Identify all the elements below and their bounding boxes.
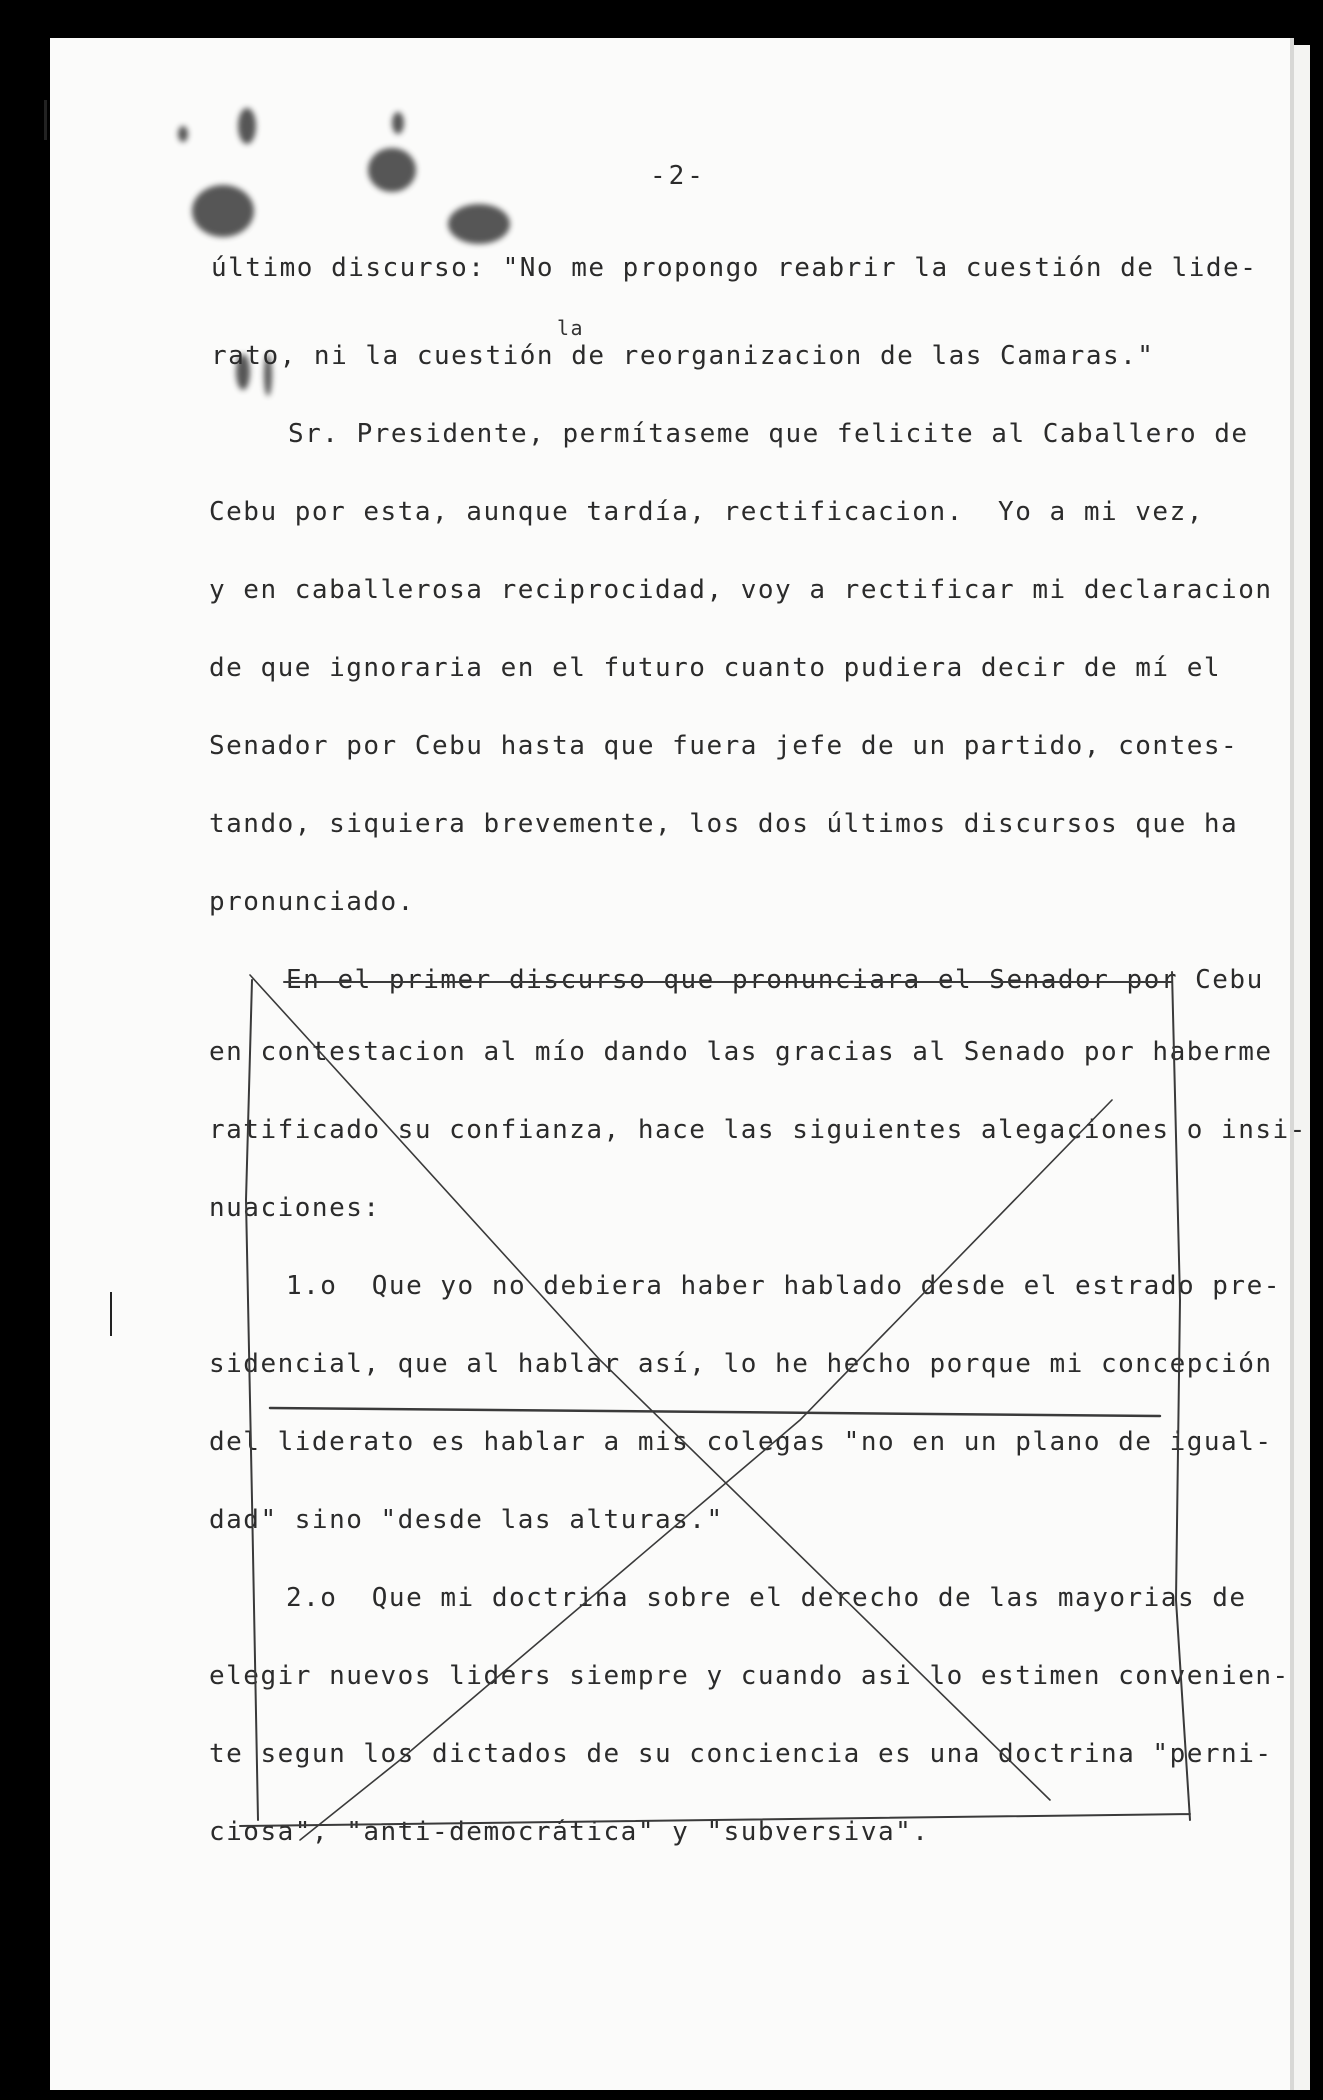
- page-number: -2-: [650, 161, 706, 191]
- ink-blot: [178, 126, 188, 142]
- scan-edge-mark: [44, 100, 47, 140]
- text-line: tando, siquiera brevemente, los dos últimos discursos que ha: [209, 809, 1239, 839]
- ink-blot: [392, 112, 404, 134]
- text-line: ciosa", "anti-democrática" y "subversiva".: [209, 1817, 930, 1847]
- text-line: 2.o Que mi doctrina sobre el derecho de las mayorias de: [286, 1583, 1247, 1613]
- ink-blot: [192, 185, 254, 237]
- struck-text-line: En el primer discurso que pronunciara el Senador por Cebu: [286, 965, 1264, 995]
- ink-blot: [238, 108, 256, 144]
- text-line: y en caballerosa reciprocidad, voy a rectificar mi declaracion: [209, 575, 1273, 605]
- text-line: pronunciado.: [209, 887, 415, 917]
- ink-blot: [448, 204, 510, 244]
- text-line: Senador por Cebu hasta que fuera jefe de un partido, contes-: [209, 731, 1239, 761]
- text-line: te segun los dictados de su conciencia es una doctrina "perni-: [209, 1739, 1273, 1769]
- ink-blot: [368, 148, 416, 192]
- text-line: del liderato es hablar a mis colegas "no en un plano de igual-: [209, 1427, 1273, 1457]
- text-line: de que ignoraria en el futuro cuanto pudiera decir de mí el: [209, 653, 1222, 683]
- text-line: en contestacion al mío dando las gracias al Senado por haberme: [209, 1037, 1273, 1067]
- handwritten-insertion: la: [557, 316, 585, 340]
- text-line: elegir nuevos liders siempre y cuando asi lo estimen convenien-: [209, 1661, 1290, 1691]
- text-line: último discurso: "No me propongo reabrir la cuestión de lide-: [211, 253, 1258, 283]
- text-line: 1.o Que yo no debiera haber hablado desde el estrado pre-: [286, 1271, 1281, 1301]
- text-line: Sr. Presidente, permítaseme que felicite al Caballero de: [288, 419, 1249, 449]
- text-line: rato, ni la cuestión de reorganizacion de las Camaras.": [211, 341, 1155, 371]
- scan-edge-mark: [110, 1292, 112, 1336]
- text-line: nuaciones:: [209, 1193, 381, 1223]
- text-line: ratificado su confianza, hace las siguientes alegaciones o insi-: [209, 1115, 1307, 1145]
- text-line: sidencial, que al hablar así, lo he hecho porque mi concepción: [209, 1349, 1273, 1379]
- text-line: dad" sino "desde las alturas.": [209, 1505, 724, 1535]
- text-line: Cebu por esta, aunque tardía, rectificacion. Yo a mi vez,: [209, 497, 1204, 527]
